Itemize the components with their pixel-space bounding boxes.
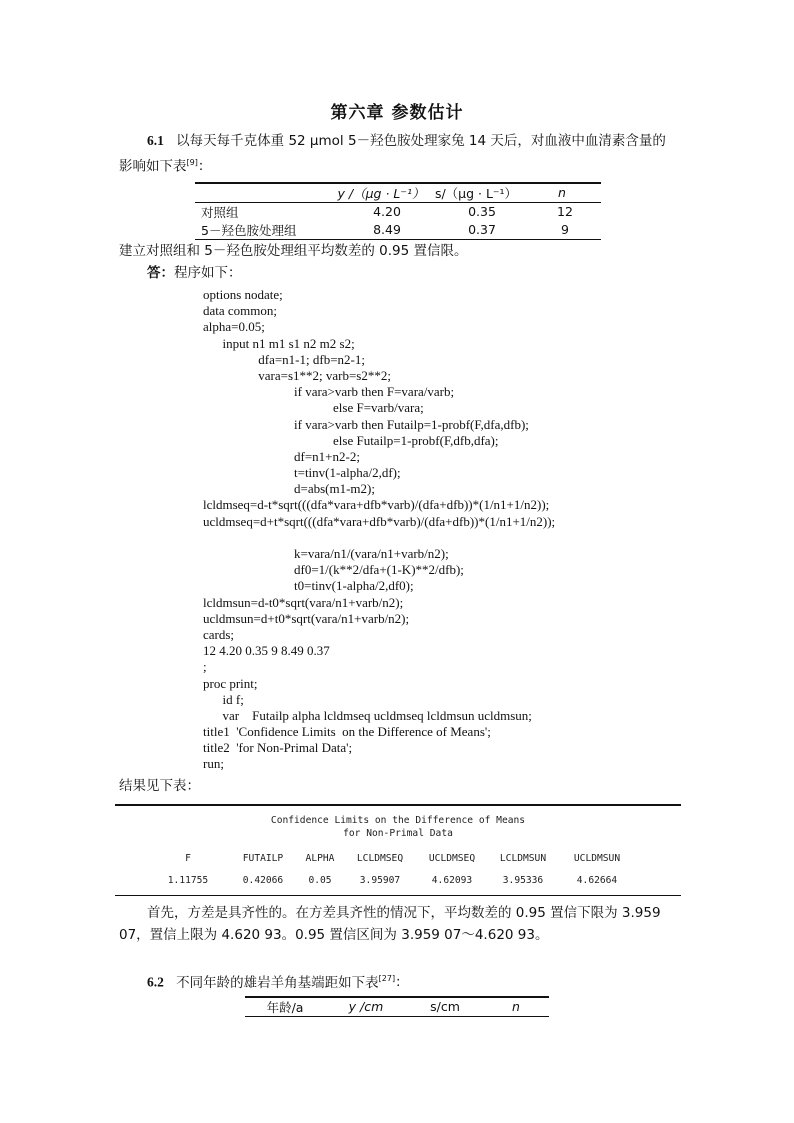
table-header-cell: n (558, 185, 566, 200)
output-value: 3.95336 (502, 874, 544, 886)
code-line: dfa=n1-1; dfb=n2-1; (203, 351, 365, 367)
reference-mark: [9] (186, 158, 198, 167)
table-row (195, 221, 601, 239)
table-header-row (195, 184, 601, 202)
code-line: lcldmseq=d-t*sqrt(((dfa*vara+dfb*varb)/(dfa+dfb))*(1/n1+1/n2)); (203, 497, 550, 513)
output-column-header: LCLDMSEQ (356, 852, 404, 864)
output-column-header: ALPHA (305, 852, 335, 864)
question-number: 6.2 (147, 974, 164, 990)
table-cell: 对照组 (201, 204, 239, 220)
question-text-tail: ： (197, 158, 212, 175)
code-line (203, 530, 555, 546)
code-line: if vara>varb then F=vara/varb; (203, 384, 455, 400)
code-line: vara=s1**2; varb=s2**2; (203, 367, 391, 383)
code-line: ucldmsun=d+t0*sqrt(vara/n1+varb/n2); (203, 610, 410, 626)
question-text-tail: ： (395, 974, 409, 991)
table-cell: 8.49 (373, 222, 401, 237)
code-line: d=abs(m1-m2); (203, 481, 375, 497)
code-line: title2 'for Non-Primal Data'; (203, 740, 353, 756)
reference-mark: [27] (378, 974, 396, 983)
output-header-row (115, 849, 681, 869)
table-cell: 0.35 (468, 204, 496, 219)
code-line: else F=varb/vara; (203, 400, 424, 416)
output-value: 4.62093 (431, 874, 473, 886)
code-line: input n1 m1 s1 n2 m2 s2; (203, 335, 355, 351)
code-line: 12 4.20 0.35 9 8.49 0.37 (203, 643, 330, 659)
table-bottom-rule (195, 239, 601, 241)
table-header-cell: s/cm (430, 999, 460, 1014)
output-title1: Confidence Limits on the Difference of Means (270, 814, 526, 826)
table-mid-rule (245, 1016, 549, 1017)
sas-code-block (203, 287, 555, 773)
output-value: 1.11755 (167, 874, 209, 886)
table-cell: 0.37 (468, 222, 496, 237)
output-column-header: UCLDMSEQ (428, 852, 476, 864)
output-value: 0.05 (308, 874, 332, 886)
code-line: run; (203, 756, 224, 772)
data-table-6-2 (245, 996, 549, 1017)
code-line: t0=tinv(1-alpha/2,df0); (203, 578, 414, 594)
table-cell: 9 (561, 222, 569, 237)
table-header-row (245, 998, 549, 1016)
output-column-header: LCLDMSUN (499, 852, 547, 864)
code-line: if vara>varb then Futailp=1-probf(F,dfa,dfb); (203, 416, 529, 432)
code-line: proc print; (203, 675, 258, 691)
question-6-1-task: 建立对照组和 5－羟色胺处理组平均数差的 0.95 置信限。 (119, 243, 468, 259)
table-header-cell: s/（µg · L⁻¹） (434, 185, 518, 201)
table-cell: 12 (557, 204, 573, 219)
output-value: 0.42066 (242, 874, 284, 886)
table-cell: 4.20 (373, 204, 401, 219)
answer-text: 程序如下： (174, 265, 242, 281)
code-line: df=n1+n2-2; (203, 448, 360, 464)
code-line: title1 'Confidence Limits on the Difference of Means'; (203, 724, 491, 740)
table-header-cell: y /cm (348, 999, 384, 1014)
code-line: var Futailp alpha lcldmseq ucldmseq lcldmsun ucldmsun; (203, 707, 532, 723)
question-6-1-line1 (147, 130, 707, 152)
code-line: data common; (203, 303, 278, 319)
question-text: 不同年龄的雄岩羊角基端距如下表 (176, 974, 379, 991)
output-column-header: F (185, 852, 191, 864)
data-table-6-1 (195, 182, 601, 240)
table-row (195, 203, 601, 221)
conclusion-line1: 首先，方差是具齐性的。在方差具齐性的情况下，平均数差的 0.95 置信下限为 3.959 (147, 905, 661, 921)
code-line: t=tinv(1-alpha/2,df); (203, 465, 401, 481)
output-value: 4.62664 (576, 874, 618, 886)
table-header-cell: 年龄/a (266, 999, 304, 1015)
table-header-cell (195, 184, 333, 202)
table-header-cell: y /（µg · L⁻¹） (337, 185, 425, 201)
question-text-cont: 影响如下表 (119, 158, 187, 175)
code-line: ucldmseq=d+t*sqrt(((dfa*vara+dfb*varb)/(dfa+dfb))*(1/n1+1/n2)); (203, 513, 556, 529)
code-line: df0=1/(k**2/dfa+(1-K)**2/dfb); (203, 562, 464, 578)
code-line: ; (203, 659, 207, 675)
output-column-header: UCLDMSUN (573, 852, 621, 864)
table-cell: 5－羟色胺处理组 (201, 222, 297, 238)
output-top-rule (115, 804, 681, 806)
question-6-1-line2 (119, 152, 211, 178)
output-bottom-rule (115, 895, 681, 897)
code-line: id f; (203, 691, 244, 707)
conclusion-line2: 07，置信上限为 4.620 93。0.95 置信区间为 3.959 07～4.620 93。 (119, 927, 549, 943)
result-label: 结果见下表： (119, 778, 200, 794)
question-6-2 (147, 968, 409, 994)
code-line: options nodate; (203, 287, 283, 302)
table-header-cell: n (512, 999, 520, 1014)
chapter-title: 第六章 参数估计 (330, 103, 464, 123)
sas-output-block (115, 804, 681, 896)
code-line: cards; (203, 626, 235, 642)
output-title2: for Non-Primal Data (343, 827, 453, 839)
output-value-row (115, 871, 681, 893)
question-number: 6.1 (147, 133, 164, 148)
code-line: else Futailp=1-probf(F,dfb,dfa); (203, 432, 499, 448)
output-value: 3.95907 (359, 874, 401, 886)
output-column-header: FUTAILP (242, 852, 284, 864)
answer-label: 答： (147, 265, 174, 281)
question-text: 以每天每千克体重 52 µmol 5－羟色胺处理家兔 14 天后，对血液中血清素含量的 (176, 133, 666, 149)
code-line: alpha=0.05; (203, 319, 265, 335)
code-line: lcldmsun=d-t0*sqrt(vara/n1+varb/n2); (203, 594, 404, 610)
answer-line (147, 263, 242, 284)
code-line: k=vara/n1/(vara/n1+varb/n2); (203, 546, 449, 561)
